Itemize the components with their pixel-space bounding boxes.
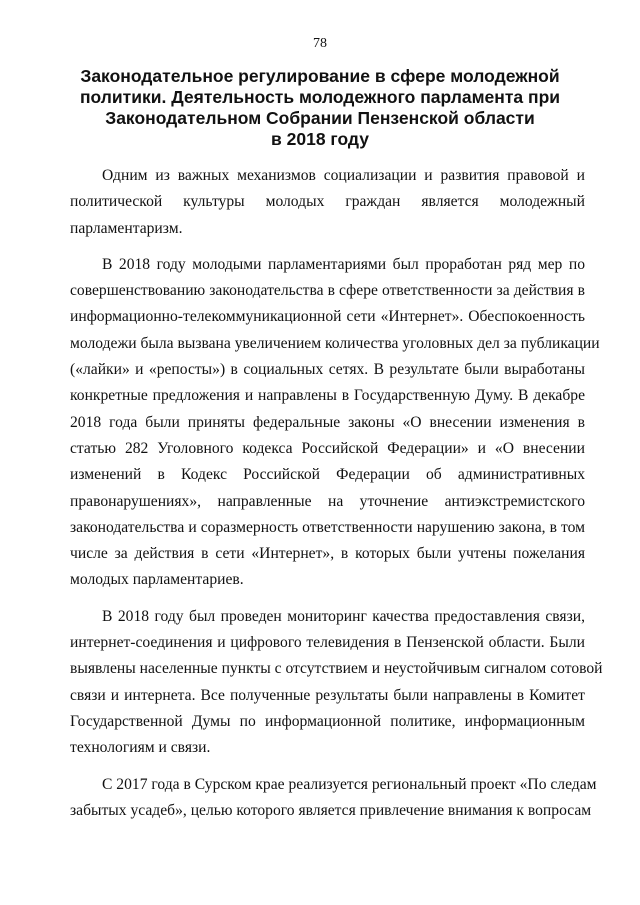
text-line: забытых усадеб», целью которого является привлечение внимания к вопросам bbox=[70, 801, 592, 819]
text-line: политической культуры молодых граждан является молодежный bbox=[70, 193, 585, 211]
text-line: изменений в Кодекс Российской Федерации об административных bbox=[70, 466, 585, 484]
text-line: совершенствованию законодательства в сфере ответственности за действия в bbox=[70, 282, 585, 300]
heading-line: Законодательном Собрании Пензенской области bbox=[105, 108, 535, 128]
text-line: Государственной Думы по информационной политике, информационным bbox=[70, 712, 585, 730]
paragraph bbox=[70, 252, 600, 594]
text-line: информационно-телекоммуникационной сети «Интернет». Обеспокоенность bbox=[70, 308, 585, 326]
paragraph bbox=[70, 604, 603, 762]
section-heading bbox=[70, 66, 570, 150]
text-line: молодежи была вызвана увеличением количества уголовных дел за публикации bbox=[70, 334, 600, 352]
text-line: молодых парламентариев. bbox=[70, 571, 244, 589]
heading-line: Законодательное регулирование в сфере молодежной bbox=[80, 66, 560, 86]
text-line: В 2018 году был проведен мониторинг качества предоставления связи, bbox=[102, 607, 585, 625]
text-line: конкретные предложения и направлены в Государственную Думу. В декабре bbox=[70, 387, 585, 405]
text-line: выявлены населенные пункты с отсутствием и неустойчивым сигналом сотовой bbox=[70, 660, 603, 678]
text-line: технологиям и связи. bbox=[70, 739, 211, 757]
paragraph bbox=[70, 772, 597, 825]
text-line: Одним из важных механизмов социализации и развития правовой и bbox=[102, 167, 585, 184]
text-line: числе за действия в сети «Интернет», в которых были учтены пожелания bbox=[70, 545, 585, 563]
paragraph bbox=[70, 163, 585, 242]
heading-line: политики. Деятельность молодежного парламента при bbox=[79, 87, 561, 107]
text-line: В 2018 году молодыми парламентариями был проработан ряд мер по bbox=[102, 255, 585, 273]
text-line: связи и интернета. Все полученные результаты были направлены в Комитет bbox=[70, 686, 585, 704]
text-line: законодательства и соразмерность ответственности нарушению закона, в том bbox=[70, 518, 585, 536]
text-line: парламентаризм. bbox=[70, 219, 183, 237]
text-line: статью 282 Уголовного кодекса Российской Федерации» и «О внесении bbox=[70, 439, 585, 457]
text-line: интернет-соединения и цифрового телевидения в Пензенской области. Были bbox=[70, 634, 585, 652]
text-line: С 2017 года в Сурском крае реализуется региональный проект «По следам bbox=[102, 775, 597, 793]
text-line: правонарушениях», направленные на уточнение антиэкстремистского bbox=[70, 492, 585, 510]
heading-line: в 2018 году bbox=[271, 129, 369, 149]
page-number: 78 bbox=[313, 36, 327, 51]
text-line: («лайки» и «репосты») в социальных сетях. В результате были выработаны bbox=[70, 361, 585, 379]
body-text bbox=[70, 163, 603, 834]
text-line: 2018 года были приняты федеральные законы «О внесении изменения в bbox=[70, 413, 585, 431]
